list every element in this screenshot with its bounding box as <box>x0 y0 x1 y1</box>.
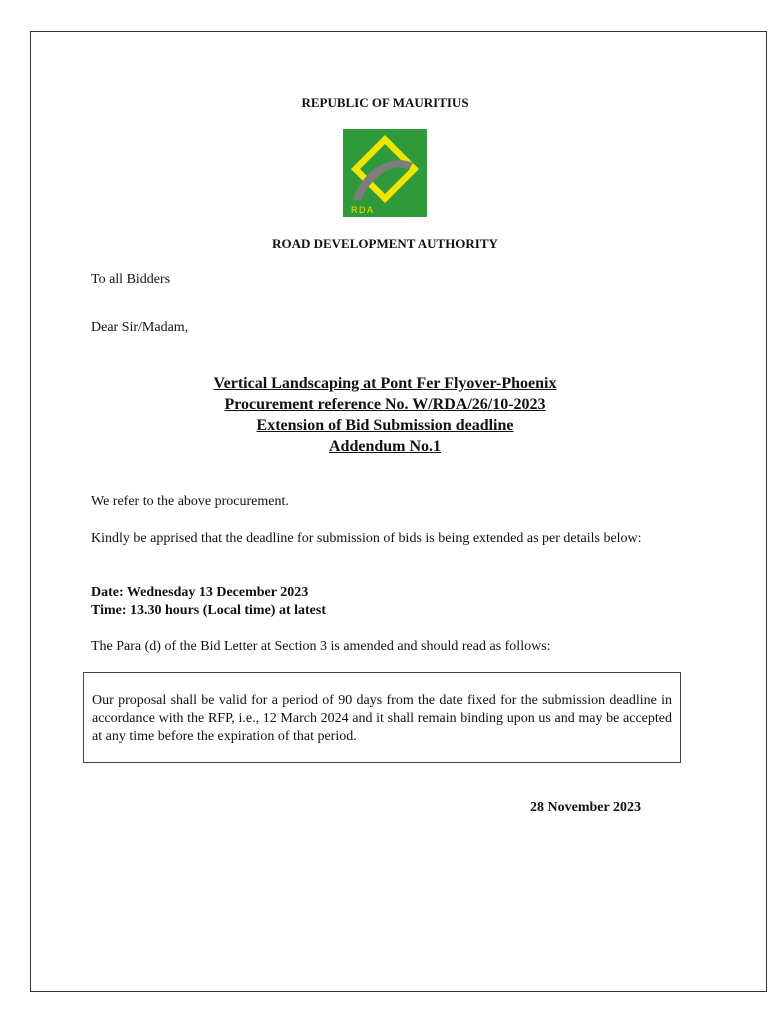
kindly-paragraph: Kindly be apprised that the deadline for submission of bids is being extended as per details below: <box>91 531 642 546</box>
issue-date: 28 November 2023 <box>530 800 641 815</box>
greeting-line: Dear Sir/Madam, <box>91 320 189 335</box>
rda-logo-graphic <box>343 129 427 217</box>
deadline-details <box>91 584 326 620</box>
logo-text: RDA <box>351 205 375 215</box>
recipients-line: To all Bidders <box>91 272 171 287</box>
amendment-intro: The Para (d) of the Bid Letter at Section 3 is amended and should read as follows: <box>91 639 551 654</box>
authority-heading: ROAD DEVELOPMENT AUTHORITY <box>272 236 498 251</box>
deadline-time: Time: 13.30 hours (Local time) at latest <box>91 603 326 618</box>
amended-text: Our proposal shall be valid for a period of 90 days from the date fixed for the submission deadline in accordance with the RFP, i.e., 12 March 2024 and it shall remain binding upon us and may be accepted at any time before the expiration of that period. <box>92 693 672 744</box>
title-project: Vertical Landscaping at Pont Fer Flyover-Phoenix <box>213 375 557 392</box>
title-subject: Extension of Bid Submission deadline <box>256 417 514 434</box>
deadline-date: Date: Wednesday 13 December 2023 <box>91 585 309 600</box>
document-title <box>0 373 770 457</box>
title-reference: Procurement reference No. W/RDA/26/10-2023 <box>224 396 546 413</box>
amended-text-box <box>83 672 681 763</box>
title-addendum: Addendum No.1 <box>328 438 442 455</box>
refer-paragraph: We refer to the above procurement. <box>91 494 289 509</box>
rda-logo <box>343 129 427 217</box>
country-heading: REPUBLIC OF MAURITIUS <box>301 95 469 110</box>
